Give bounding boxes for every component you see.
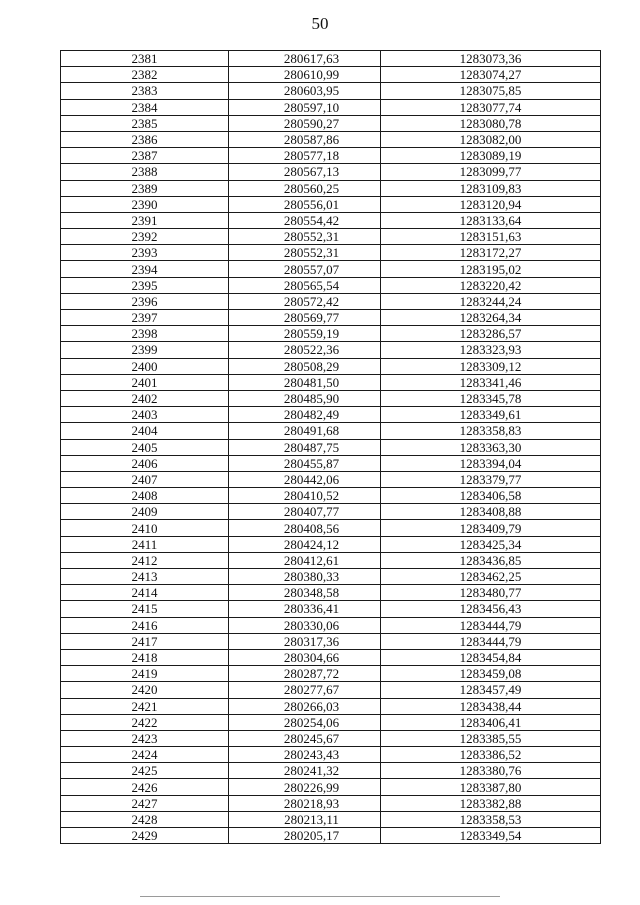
point-number-cell: 2382 (61, 67, 229, 83)
point-number-cell: 2415 (61, 601, 229, 617)
x-coordinate-cell: 280617,63 (229, 51, 381, 67)
table-row (61, 795, 601, 811)
x-coordinate-cell: 280557,07 (229, 261, 381, 277)
x-coordinate-cell: 280254,06 (229, 714, 381, 730)
point-number-cell: 2407 (61, 471, 229, 487)
x-coordinate-cell: 280287,72 (229, 666, 381, 682)
table-row (61, 520, 601, 536)
x-coordinate-cell: 280277,67 (229, 682, 381, 698)
table-row (61, 374, 601, 390)
y-coordinate-cell: 1283382,88 (381, 795, 601, 811)
point-number-cell: 2396 (61, 293, 229, 309)
x-coordinate-cell: 280408,56 (229, 520, 381, 536)
point-number-cell: 2390 (61, 196, 229, 212)
x-coordinate-cell: 280552,31 (229, 229, 381, 245)
y-coordinate-cell: 1283120,94 (381, 196, 601, 212)
x-coordinate-cell: 280205,17 (229, 828, 381, 844)
table-row (61, 293, 601, 309)
x-coordinate-cell: 280407,77 (229, 504, 381, 520)
x-coordinate-cell: 280603,95 (229, 83, 381, 99)
table-row (61, 633, 601, 649)
coordinates-table (60, 50, 601, 844)
point-number-cell: 2388 (61, 164, 229, 180)
table-row (61, 51, 601, 67)
table-row (61, 649, 601, 665)
x-coordinate-cell: 280336,41 (229, 601, 381, 617)
point-number-cell: 2428 (61, 811, 229, 827)
x-coordinate-cell: 280569,77 (229, 310, 381, 326)
table-row (61, 811, 601, 827)
table-row (61, 390, 601, 406)
y-coordinate-cell: 1283341,46 (381, 374, 601, 390)
x-coordinate-cell: 280559,19 (229, 326, 381, 342)
y-coordinate-cell: 1283480,77 (381, 585, 601, 601)
point-number-cell: 2412 (61, 552, 229, 568)
table-row (61, 148, 601, 164)
table-row (61, 828, 601, 844)
point-number-cell: 2429 (61, 828, 229, 844)
x-coordinate-cell: 280552,31 (229, 245, 381, 261)
point-number-cell: 2398 (61, 326, 229, 342)
point-number-cell: 2427 (61, 795, 229, 811)
page-number: 50 (311, 14, 329, 33)
y-coordinate-cell: 1283409,79 (381, 520, 601, 536)
x-coordinate-cell: 280455,87 (229, 455, 381, 471)
table-row (61, 407, 601, 423)
table-row (61, 730, 601, 746)
y-coordinate-cell: 1283454,84 (381, 649, 601, 665)
y-coordinate-cell: 1283286,57 (381, 326, 601, 342)
table-row (61, 83, 601, 99)
y-coordinate-cell: 1283244,24 (381, 293, 601, 309)
x-coordinate-cell: 280554,42 (229, 212, 381, 228)
table-row (61, 229, 601, 245)
table-row (61, 763, 601, 779)
table-row (61, 488, 601, 504)
y-coordinate-cell: 1283394,04 (381, 455, 601, 471)
point-number-cell: 2419 (61, 666, 229, 682)
point-number-cell: 2394 (61, 261, 229, 277)
y-coordinate-cell: 1283089,19 (381, 148, 601, 164)
x-coordinate-cell: 280565,54 (229, 277, 381, 293)
y-coordinate-cell: 1283457,49 (381, 682, 601, 698)
x-coordinate-cell: 280330,06 (229, 617, 381, 633)
y-coordinate-cell: 1283438,44 (381, 698, 601, 714)
x-coordinate-cell: 280304,66 (229, 649, 381, 665)
x-coordinate-cell: 280442,06 (229, 471, 381, 487)
point-number-cell: 2411 (61, 536, 229, 552)
x-coordinate-cell: 280243,43 (229, 747, 381, 763)
table-row (61, 536, 601, 552)
point-number-cell: 2384 (61, 99, 229, 115)
point-number-cell: 2423 (61, 730, 229, 746)
y-coordinate-cell: 1283073,36 (381, 51, 601, 67)
point-number-cell: 2408 (61, 488, 229, 504)
point-number-cell: 2391 (61, 212, 229, 228)
x-coordinate-cell: 280266,03 (229, 698, 381, 714)
table-row (61, 552, 601, 568)
table-row (61, 212, 601, 228)
point-number-cell: 2424 (61, 747, 229, 763)
y-coordinate-cell: 1283133,64 (381, 212, 601, 228)
point-number-cell: 2413 (61, 569, 229, 585)
y-coordinate-cell: 1283380,76 (381, 763, 601, 779)
point-number-cell: 2418 (61, 649, 229, 665)
table-row (61, 261, 601, 277)
table-row (61, 277, 601, 293)
table-row (61, 342, 601, 358)
y-coordinate-cell: 1283406,41 (381, 714, 601, 730)
point-number-cell: 2393 (61, 245, 229, 261)
x-coordinate-cell: 280560,25 (229, 180, 381, 196)
x-coordinate-cell: 280597,10 (229, 99, 381, 115)
point-number-cell: 2416 (61, 617, 229, 633)
point-number-cell: 2385 (61, 115, 229, 131)
y-coordinate-cell: 1283363,30 (381, 439, 601, 455)
y-coordinate-cell: 1283309,12 (381, 358, 601, 374)
table-row (61, 99, 601, 115)
point-number-cell: 2401 (61, 374, 229, 390)
point-number-cell: 2400 (61, 358, 229, 374)
y-coordinate-cell: 1283387,80 (381, 779, 601, 795)
point-number-cell: 2402 (61, 390, 229, 406)
y-coordinate-cell: 1283459,08 (381, 666, 601, 682)
point-number-cell: 2426 (61, 779, 229, 795)
point-number-cell: 2420 (61, 682, 229, 698)
point-number-cell: 2404 (61, 423, 229, 439)
table-row (61, 747, 601, 763)
x-coordinate-cell: 280491,68 (229, 423, 381, 439)
x-coordinate-cell: 280482,49 (229, 407, 381, 423)
table-row (61, 455, 601, 471)
x-coordinate-cell: 280481,50 (229, 374, 381, 390)
table-row (61, 67, 601, 83)
table-row (61, 131, 601, 147)
table-row (61, 180, 601, 196)
y-coordinate-cell: 1283109,83 (381, 180, 601, 196)
table-row (61, 245, 601, 261)
point-number-cell: 2403 (61, 407, 229, 423)
x-coordinate-cell: 280567,13 (229, 164, 381, 180)
x-coordinate-cell: 280487,75 (229, 439, 381, 455)
y-coordinate-cell: 1283349,54 (381, 828, 601, 844)
y-coordinate-cell: 1283385,55 (381, 730, 601, 746)
y-coordinate-cell: 1283349,61 (381, 407, 601, 423)
point-number-cell: 2405 (61, 439, 229, 455)
point-number-cell: 2395 (61, 277, 229, 293)
y-coordinate-cell: 1283379,77 (381, 471, 601, 487)
table-row (61, 666, 601, 682)
table-row (61, 779, 601, 795)
y-coordinate-cell: 1283436,85 (381, 552, 601, 568)
table-row (61, 164, 601, 180)
table-row (61, 310, 601, 326)
point-number-cell: 2422 (61, 714, 229, 730)
point-number-cell: 2425 (61, 763, 229, 779)
y-coordinate-cell: 1283172,27 (381, 245, 601, 261)
x-coordinate-cell: 280380,33 (229, 569, 381, 585)
x-coordinate-cell: 280348,58 (229, 585, 381, 601)
y-coordinate-cell: 1283425,34 (381, 536, 601, 552)
point-number-cell: 2410 (61, 520, 229, 536)
point-number-cell: 2406 (61, 455, 229, 471)
x-coordinate-cell: 280317,36 (229, 633, 381, 649)
table-row (61, 326, 601, 342)
y-coordinate-cell: 1283264,34 (381, 310, 601, 326)
y-coordinate-cell: 1283386,52 (381, 747, 601, 763)
table-row (61, 714, 601, 730)
point-number-cell: 2383 (61, 83, 229, 99)
y-coordinate-cell: 1283195,02 (381, 261, 601, 277)
x-coordinate-cell: 280226,99 (229, 779, 381, 795)
table-row (61, 196, 601, 212)
x-coordinate-cell: 280556,01 (229, 196, 381, 212)
x-coordinate-cell: 280424,12 (229, 536, 381, 552)
x-coordinate-cell: 280485,90 (229, 390, 381, 406)
x-coordinate-cell: 280412,61 (229, 552, 381, 568)
y-coordinate-cell: 1283323,93 (381, 342, 601, 358)
y-coordinate-cell: 1283444,79 (381, 617, 601, 633)
table-row (61, 504, 601, 520)
table-row (61, 601, 601, 617)
y-coordinate-cell: 1283345,78 (381, 390, 601, 406)
y-coordinate-cell: 1283082,00 (381, 131, 601, 147)
table-row (61, 423, 601, 439)
point-number-cell: 2381 (61, 51, 229, 67)
table-row (61, 682, 601, 698)
point-number-cell: 2414 (61, 585, 229, 601)
y-coordinate-cell: 1283075,85 (381, 83, 601, 99)
x-coordinate-cell: 280508,29 (229, 358, 381, 374)
table-row (61, 617, 601, 633)
table-row (61, 439, 601, 455)
table-row (61, 569, 601, 585)
x-coordinate-cell: 280590,27 (229, 115, 381, 131)
x-coordinate-cell: 280610,99 (229, 67, 381, 83)
y-coordinate-cell: 1283074,27 (381, 67, 601, 83)
point-number-cell: 2399 (61, 342, 229, 358)
y-coordinate-cell: 1283406,58 (381, 488, 601, 504)
table-row (61, 358, 601, 374)
table-row (61, 585, 601, 601)
x-coordinate-cell: 280577,18 (229, 148, 381, 164)
x-coordinate-cell: 280587,86 (229, 131, 381, 147)
point-number-cell: 2421 (61, 698, 229, 714)
x-coordinate-cell: 280245,67 (229, 730, 381, 746)
y-coordinate-cell: 1283099,77 (381, 164, 601, 180)
y-coordinate-cell: 1283358,53 (381, 811, 601, 827)
y-coordinate-cell: 1283220,42 (381, 277, 601, 293)
y-coordinate-cell: 1283080,78 (381, 115, 601, 131)
x-coordinate-cell: 280213,11 (229, 811, 381, 827)
x-coordinate-cell: 280241,32 (229, 763, 381, 779)
coordinates-table-body (61, 51, 601, 844)
point-number-cell: 2417 (61, 633, 229, 649)
point-number-cell: 2387 (61, 148, 229, 164)
table-row (61, 698, 601, 714)
y-coordinate-cell: 1283151,63 (381, 229, 601, 245)
y-coordinate-cell: 1283077,74 (381, 99, 601, 115)
point-number-cell: 2397 (61, 310, 229, 326)
x-coordinate-cell: 280218,93 (229, 795, 381, 811)
scan-bottom-line (140, 896, 500, 897)
point-number-cell: 2409 (61, 504, 229, 520)
point-number-cell: 2389 (61, 180, 229, 196)
y-coordinate-cell: 1283456,43 (381, 601, 601, 617)
x-coordinate-cell: 280522,36 (229, 342, 381, 358)
x-coordinate-cell: 280410,52 (229, 488, 381, 504)
x-coordinate-cell: 280572,42 (229, 293, 381, 309)
y-coordinate-cell: 1283358,83 (381, 423, 601, 439)
point-number-cell: 2392 (61, 229, 229, 245)
table-row (61, 115, 601, 131)
y-coordinate-cell: 1283462,25 (381, 569, 601, 585)
table-row (61, 471, 601, 487)
point-number-cell: 2386 (61, 131, 229, 147)
y-coordinate-cell: 1283444,79 (381, 633, 601, 649)
y-coordinate-cell: 1283408,88 (381, 504, 601, 520)
